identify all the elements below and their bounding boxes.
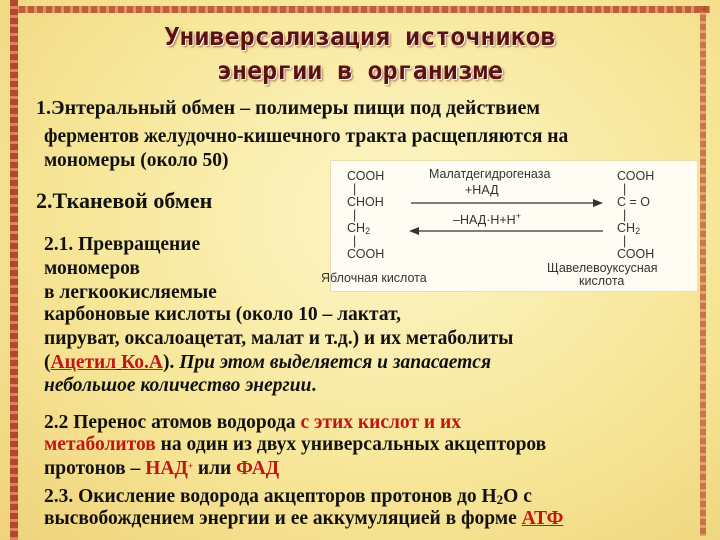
section2-heading: 2.Тканевой обмен <box>36 188 213 213</box>
section1-line1 <box>36 98 540 119</box>
reverse-label: –НАД·Н+Н+ <box>453 211 521 227</box>
right-cooh-bottom: СООН <box>617 247 655 261</box>
section23-line2: высвобождением энергии и ее аккумуляцией в форме АТФ <box>44 508 564 529</box>
section22-line1: 2.2 Перенос атомов водорода с этих кислот и их <box>44 412 461 433</box>
left-chon: СНОН <box>347 195 384 209</box>
section22-line3: протонов – НАД+ или ФАД <box>44 458 280 479</box>
enzyme-label: Малатдегидрогеназа <box>429 167 551 181</box>
nad-highlight: НАД <box>145 458 188 479</box>
atp-highlight: АТФ <box>521 508 564 529</box>
right-acid-name-1: Щавелевоуксусная <box>547 261 658 275</box>
section1-heading: Энтеральный обмен <box>51 97 236 119</box>
left-ch2: $СН_2$ <box>347 221 371 236</box>
forward-label: +НАД <box>465 183 499 197</box>
section1-number: 1. <box>36 97 51 119</box>
slide-title-line2: энергии в организме <box>217 56 503 85</box>
section21-line3: в легкоокисляемые <box>44 282 217 303</box>
section1-text: – полимеры пищи под действием <box>235 97 540 119</box>
section21-line4: карбоновые кислоты (около 10 – лактат, <box>44 304 402 325</box>
section21-line5: пируват, оксалоацетат, малат и т.д.) и их метаболиты <box>44 328 514 349</box>
right-cooh-top: СООН <box>617 169 655 183</box>
left-decor-bar <box>10 0 18 540</box>
section22-line2: метаболитов на один из двух универсальных акцепторов <box>44 434 547 455</box>
right-decor-bar <box>700 6 706 536</box>
section23-line1: 2.3. Окисление водорода акцепторов протонов до Н2О с <box>44 486 532 507</box>
section1-line3: мономеры (около 50) <box>44 150 229 171</box>
left-acid-name: Яблочная кислота <box>321 271 427 285</box>
acetyl-coa-highlight: Ацетил <box>50 352 117 373</box>
section21-line1: 2.1. Превращение <box>44 234 201 255</box>
fad-highlight: ФАД <box>236 458 280 479</box>
right-acid-name-2: кислота <box>579 274 625 288</box>
right-ch2: $СН_2$ <box>617 221 641 236</box>
top-decor-bar <box>10 6 710 13</box>
reaction-scheme: СООН | СНОН | $СН_2$ | СООН Яблочная кислота Малатдегидрогеназа +НАД –НАД·Н+Н+ СООН | С = О | $СН_2$ | СООН Щавелевоуксусная кислота <box>330 160 698 292</box>
section21-line2: мономеров <box>44 258 140 279</box>
right-co: С = О <box>617 195 650 209</box>
left-cooh-top: СООН <box>347 169 385 183</box>
section1-line2: ферментов желудочно-кишечного тракта расщепляются на <box>44 126 569 147</box>
section21-line7: небольшое количество энергии. <box>44 375 317 396</box>
slide-title-line1: Универсализация источников <box>164 22 556 51</box>
left-cooh-bottom: СООН <box>347 247 385 261</box>
section21-line6: (Ацетил Ко.А). При этом выделяется и запасается <box>44 352 491 373</box>
